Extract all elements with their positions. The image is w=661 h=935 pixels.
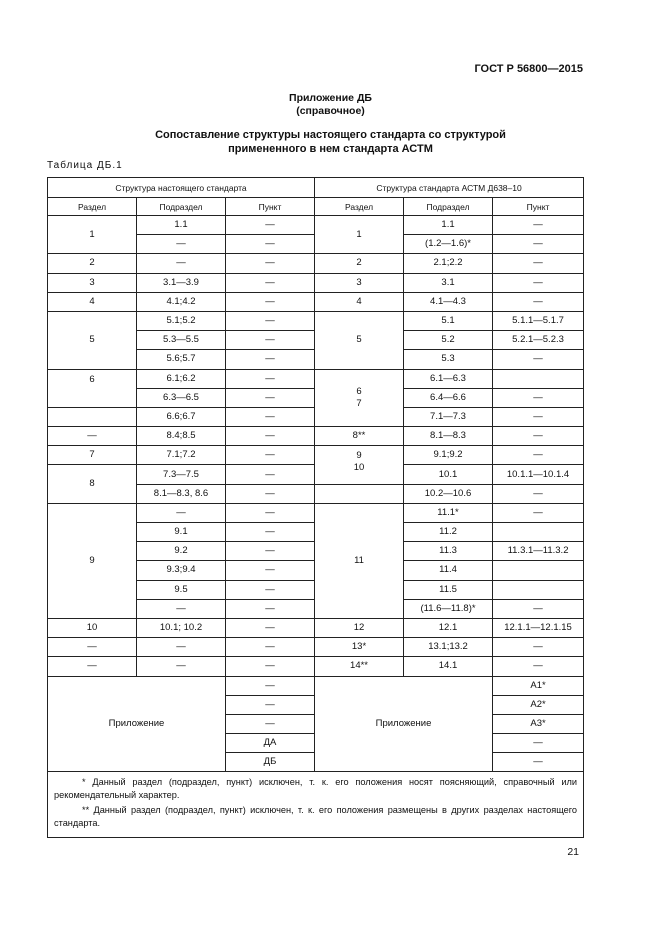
cell: 5.3 [404,350,493,369]
cell: 2 [315,254,404,273]
cell: — [226,599,315,618]
cell: — [226,292,315,311]
cell: — [226,350,315,369]
cell: Приложение [48,676,226,772]
footnote-1: * Данный раздел (подраздел, пункт) исключен, т. к. его положения носят поясняющий, справочный или рекомендательный характер. [54,777,578,801]
cell [493,580,584,599]
cell: 3 [48,273,137,292]
cell: — [226,407,315,426]
cell: — [226,503,315,522]
cell: — [493,273,584,292]
cell: — [226,235,315,254]
cell: — [493,254,584,273]
table-row [48,369,584,388]
annex-heading: Приложение ДБ [289,92,372,104]
cell: 11 [315,503,404,618]
cell: 9.1;9.2 [404,446,493,465]
cell: 5.1 [404,311,493,330]
cell: — [226,714,315,733]
cell: — [493,388,584,407]
table-group-header [48,178,584,198]
table-caption: Таблица ДБ.1 [47,160,123,171]
cell: — [226,676,315,695]
cell: — [493,407,584,426]
cell: 8.4;8.5 [137,427,226,446]
cell: — [48,638,137,657]
cell: — [226,427,315,446]
cell: 14** [315,657,404,676]
cell: 6.1;6.2 [137,369,226,388]
comparison-title-line2: примененного в нем стандарта АСТМ [228,143,433,155]
cell: 7 [48,446,137,465]
footnote-2: ** Данный раздел (подраздел, пункт) исключен, т. к. его положения размещены в других разделах настоящего стандарта. [54,805,578,829]
cell: 9.5 [137,580,226,599]
cell: — [137,599,226,618]
cell: 12.1 [404,618,493,637]
cell: — [137,638,226,657]
cell: 13.1;13.2 [404,638,493,657]
cell: 11.3 [404,542,493,561]
cell: 12 [315,618,404,637]
cell: — [493,235,584,254]
cell: 10.1 [404,465,493,484]
cell [315,446,404,484]
cell: (1.2—1.6)* [404,235,493,254]
cell-line: 9 [356,450,362,462]
cell: 4.1;4.2 [137,292,226,311]
cell: — [226,580,315,599]
cell: 7.1—7.3 [404,407,493,426]
cell: 1 [315,216,404,254]
comparison-title [0,128,661,156]
cell: 9.1 [137,523,226,542]
cell [493,369,584,388]
cell: — [226,254,315,273]
cell [315,484,404,503]
cell: — [493,484,584,503]
cell: 9.3;9.4 [137,561,226,580]
cell: — [493,292,584,311]
group-left-header: Структура настоящего стандарта [48,178,315,198]
cell: 2.1;2.2 [404,254,493,273]
cell: 8.1—8.3 [404,427,493,446]
cell: — [493,638,584,657]
cell: 13* [315,638,404,657]
cell: ДА [226,734,315,753]
table-row [48,676,584,695]
cell: (11.6—11.8)* [404,599,493,618]
cell: — [493,503,584,522]
cell: — [226,638,315,657]
cell: 10 [48,618,137,637]
col-header-item: Пункт [493,198,584,216]
cell: — [226,542,315,561]
cell: — [226,465,315,484]
table-notes-row [48,772,584,838]
col-header-item: Пункт [226,198,315,216]
cell: 6.6;6.7 [137,407,226,426]
group-right-header: Структура стандарта АСТМ Д638–10 [315,178,584,198]
table-row [48,618,584,637]
cell: — [226,484,315,503]
cell: — [226,369,315,388]
table-row [48,657,584,676]
cell: 2 [48,254,137,273]
annex-title [0,92,661,118]
cell: 9 [48,503,137,618]
cell: — [226,695,315,714]
table-row [48,216,584,235]
col-header-section: Раздел [315,198,404,216]
col-header-section: Раздел [48,198,137,216]
table-row [48,273,584,292]
cell: 6 [48,369,137,407]
cell: 4 [315,292,404,311]
cell: — [493,734,584,753]
table-row [48,446,584,465]
cell: 11.5 [404,580,493,599]
cell: — [137,657,226,676]
cell: 11.3.1—11.3.2 [493,542,584,561]
cell: — [226,618,315,637]
cell: — [48,427,137,446]
cell [493,561,584,580]
cell: 1 [48,216,137,254]
table-row [48,311,584,330]
table-row [48,254,584,273]
cell: 3.1—3.9 [137,273,226,292]
table-row [48,427,584,446]
cell [48,407,137,426]
cell: 11.2 [404,523,493,542]
cell: 5.1;5.2 [137,311,226,330]
cell: 4.1—4.3 [404,292,493,311]
cell: 10.1; 10.2 [137,618,226,637]
cell: 5 [48,311,137,369]
cell: 8 [48,465,137,503]
standard-code: ГОСТ Р 56800—2015 [474,63,583,75]
structure-comparison-table [47,177,584,838]
table-row [48,638,584,657]
col-header-subsection: Подраздел [404,198,493,216]
cell: 5 [315,311,404,369]
comparison-title-line1: Сопоставление структуры настоящего стандарта со структурой [155,129,506,141]
cell: A3* [493,714,584,733]
cell: 6.1—6.3 [404,369,493,388]
cell: 7.3—7.5 [137,465,226,484]
cell-line: 7 [356,397,362,409]
cell: — [226,388,315,407]
cell: 3.1 [404,273,493,292]
cell: — [48,657,137,676]
cell: ДБ [226,753,315,772]
cell-line: 10 [353,462,365,474]
cell: — [137,254,226,273]
cell: — [137,503,226,522]
cell: 6.3—6.5 [137,388,226,407]
cell: — [226,311,315,330]
cell [493,523,584,542]
cell: — [226,273,315,292]
cell: 4 [48,292,137,311]
cell: 5.3—5.5 [137,331,226,350]
cell: 12.1.1—12.1.15 [493,618,584,637]
cell: 8** [315,427,404,446]
cell: — [226,446,315,465]
cell: Приложение [315,676,493,772]
cell: — [493,350,584,369]
cell: — [493,446,584,465]
cell: 5.2 [404,331,493,350]
cell: 7.1;7.2 [137,446,226,465]
cell: 14.1 [404,657,493,676]
cell: — [226,561,315,580]
cell: — [493,427,584,446]
cell: 11.1* [404,503,493,522]
cell: 10.1.1—10.1.4 [493,465,584,484]
cell: 9.2 [137,542,226,561]
cell: 6.4—6.6 [404,388,493,407]
cell: — [137,235,226,254]
table-row [48,292,584,311]
table-row [48,503,584,522]
cell: 5.1.1—5.1.7 [493,311,584,330]
cell: 5.6;5.7 [137,350,226,369]
cell: 3 [315,273,404,292]
cell: — [493,216,584,235]
cell: A2* [493,695,584,714]
cell [315,369,404,427]
cell: 5.2.1—5.2.3 [493,331,584,350]
cell: — [493,753,584,772]
cell: — [226,331,315,350]
cell: — [226,657,315,676]
cell: — [493,657,584,676]
cell-line: 6 [356,385,362,397]
table-column-header [48,198,584,216]
cell: A1* [493,676,584,695]
cell: 1.1 [404,216,493,235]
cell: 11.4 [404,561,493,580]
page-number: 21 [567,846,579,858]
annex-kind: (справочное) [296,105,365,117]
cell: — [493,599,584,618]
col-header-subsection: Подраздел [137,198,226,216]
cell: — [226,523,315,542]
cell: 10.2—10.6 [404,484,493,503]
table-notes [48,772,584,838]
cell: 1.1 [137,216,226,235]
cell: — [226,216,315,235]
cell: 8.1—8.3, 8.6 [137,484,226,503]
